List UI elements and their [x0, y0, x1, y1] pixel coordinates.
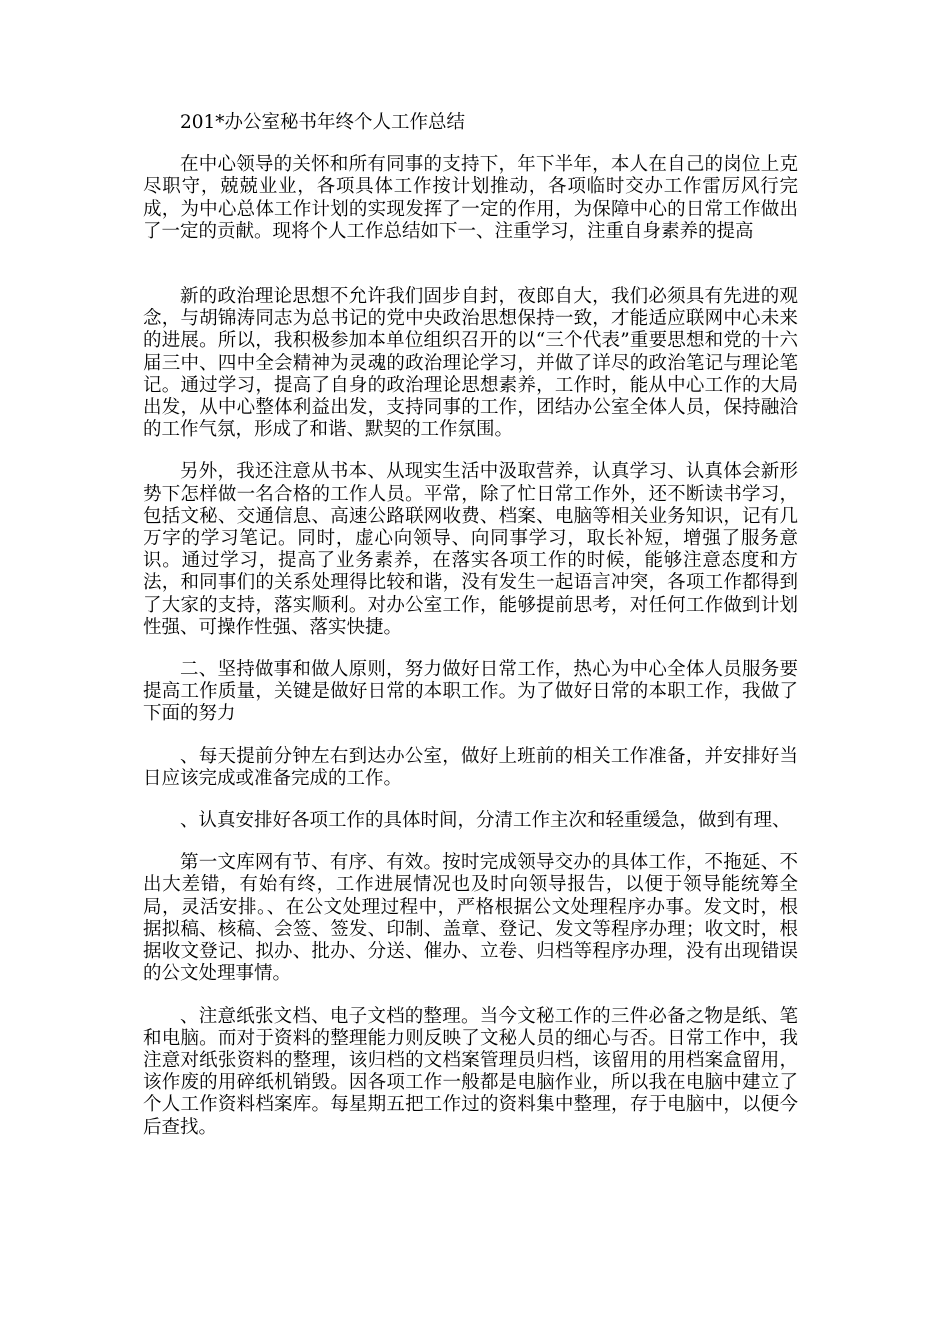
paragraph-section-two: 二、坚持做事和做人原则，努力做好日常工作，热心为中心全体人员服务要提高工作质量，关键是做好日常的本职工作。为了做好日常的本职工作，我做了下面的努力 [143, 659, 798, 725]
paragraph-political-study: 新的政治理论思想不允许我们固步自封，夜郎自大，我们必须具有先进的观念，与胡锦涛同志为总书记的党中央政治思想保持一致，才能适应联网中心未来的进展。所以，我积极参加本单位组织召开的以“三个代表”重要思想和党的十六届三中、四中全会精神为灵魂的政治理论学习，并做了详尽的政治笔记与理论笔记。通过学习，提高了自身的政治理论思想素养，工作时，能从中心工作的大局出发，从中心整体利益出发，支持同事的工作，团结办公室全体人员，保持融洽的工作气氛，形成了和谐、默契的工作氛围。 [143, 286, 798, 441]
paragraph-file-organization: 、注意纸张文档、电子文档的整理。当今文秘工作的三件必备之物是纸、笔和电脑。而对于资料的整理能力则反映了文秘人员的细心与否。日常工作中，我注意对纸张资料的整理，该归档的文档案管理员归档，该留用的用档案盒留用，该作废的用碎纸机销毁。因各项工作一般都是电脑作业，所以我在电脑中建立了个人工作资料档案库。每星期五把工作过的资料集中整理，存于电脑中，以便今后查找。 [143, 1005, 798, 1138]
document-body [143, 112, 798, 1159]
paragraph-document-handling: 第一文库网有节、有序、有效。按时完成领导交办的具体工作，不拖延、不出大差错，有始有终，工作进展情况也及时向领导报告，以便于领导能统筹全局，灵活安排。、在公文处理过程中，严格根据公文处理程序办事。发文时，根据拟稿、核稿、会签、签发、印制、盖章、登记、发文等程序办理；收文时，根据收文登记、拟办、批办、分送、催办、立卷、归档等程序办理，没有出现错误的公文处理事情。 [143, 852, 798, 985]
document-title: 201*办公室秘书年终个人工作总结 [180, 112, 466, 133]
paragraph-self-learning: 另外，我还注意从书本、从现实生活中汲取营养，认真学习、认真体会新形势下怎样做一名合格的工作人员。平常，除了忙日常工作外，还不断读书学习，包括文秘、交通信息、高速公路联网收费、档案、电脑等相关业务知识，记有几万字的学习笔记。同时，虚心向领导、向同事学习，取长补短，增强了服务意识。通过学习，提高了业务素养，在落实各项工作的时候，能够注意态度和方法，和同事们的关系处理得比较和谐，没有发生一起语言冲突，各项工作都得到了大家的支持，落实顺利。对办公室工作，能够提前思考，对任何工作做到计划性强、可操作性强、落实快捷。 [143, 461, 798, 638]
paragraph-arrange-work: 、认真安排好各项工作的具体时间，分清工作主次和轻重缓急，做到有理、 [180, 810, 791, 832]
paragraph-intro: 在中心领导的关怀和所有同事的支持下，年下半年，本人在自己的岗位上克尽职守，兢兢业业，各项具体工作按计划推动，各项临时交办工作雷厉风行完成，为中心总体工作计划的实现发挥了一定的作用，为保障中心的日常工作做出了一定的贡献。现将个人工作总结如下一、注重学习，注重自身素养的提高 [143, 154, 798, 242]
paragraph-arrive-early: 、每天提前分钟左右到达办公室，做好上班前的相关工作准备，并安排好当日应该完成或准备完成的工作。 [143, 745, 798, 789]
